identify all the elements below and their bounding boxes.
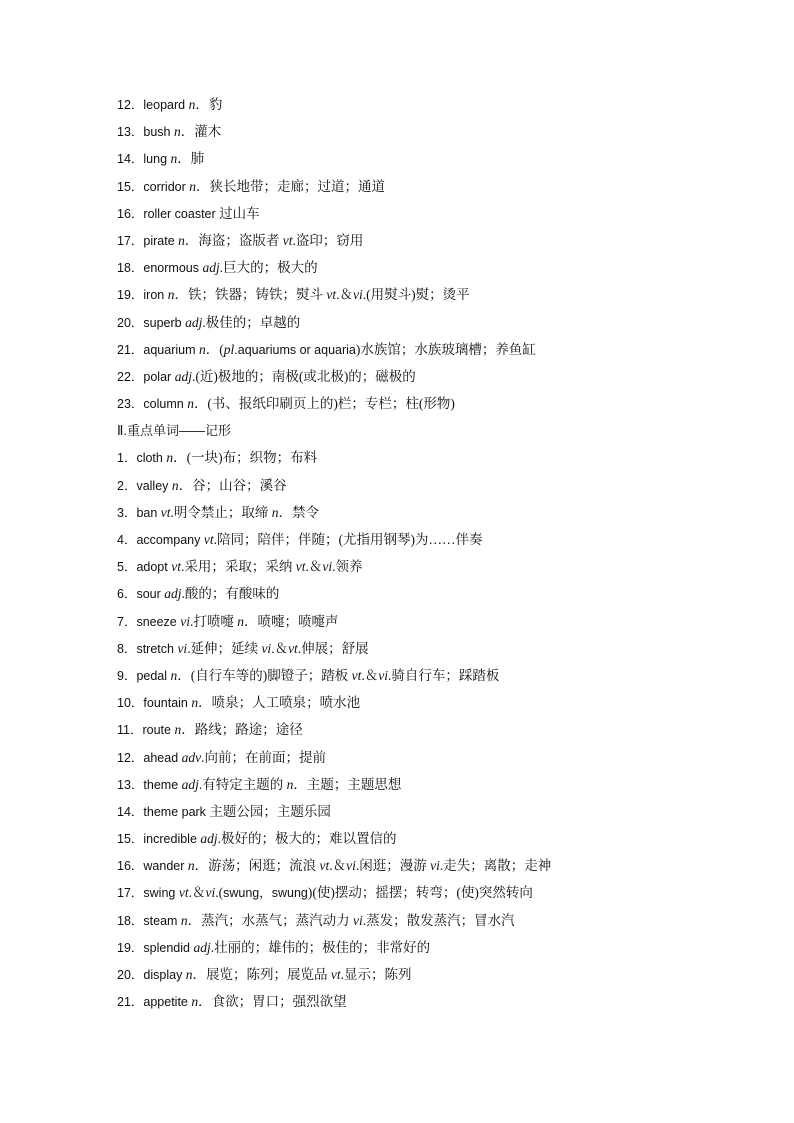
vocabulary-entry xyxy=(117,964,757,991)
definition-text: .伸展；舒展 xyxy=(297,640,369,656)
definition-text: .蒸发；散发蒸汽；冒水汽 xyxy=(362,912,515,928)
vocabulary-entry xyxy=(117,665,757,692)
headword: 16．wander xyxy=(117,859,188,874)
part-of-speech: n xyxy=(191,695,199,711)
headword: 19．iron xyxy=(117,288,168,303)
definition-text: .＆ xyxy=(271,640,289,656)
definition-text: .采用；采取；采纳 xyxy=(180,559,296,575)
part-of-speech: vi xyxy=(205,885,216,901)
headword: 20．superb xyxy=(117,315,186,330)
headword: 14．theme park xyxy=(117,804,210,819)
definition-text: ．游荡；闲逛；流浪 xyxy=(194,858,320,874)
vocabulary-entry xyxy=(117,638,757,665)
headword: 3．ban xyxy=(117,505,161,520)
part-of-speech: vt xyxy=(319,858,330,874)
headword: 10．fountain xyxy=(117,696,192,711)
part-of-speech: vt xyxy=(178,885,189,901)
vocabulary-entry xyxy=(117,203,757,230)
headword: 21．aquarium xyxy=(117,342,199,357)
definition-text: ．(书、报纸印刷页上的)栏；专栏；柱(形物) xyxy=(193,396,455,412)
part-of-speech: n xyxy=(189,178,196,194)
headword: 12．leopard xyxy=(117,98,189,112)
vocabulary-entry xyxy=(117,611,757,638)
definition-text: .陪同；陪伴；伴随；(尤指用钢琴)为……伴奏 xyxy=(213,532,483,547)
part-of-speech: n xyxy=(174,722,182,738)
definition-text: .走失；离散；走神 xyxy=(439,858,552,874)
part-of-speech: vi xyxy=(261,640,272,656)
vocabulary-entry xyxy=(117,148,757,175)
part-of-speech: vt xyxy=(351,667,362,683)
part-of-speech: adj xyxy=(202,260,220,276)
headword: 4．accompany xyxy=(117,533,204,547)
part-of-speech: adj xyxy=(200,831,218,847)
definition-text: 过山车 xyxy=(219,205,260,221)
part-of-speech: n xyxy=(237,613,244,629)
vocabulary-entry xyxy=(117,855,757,882)
definition-text: ．肺 xyxy=(177,151,205,167)
definition-text: ．海盗；盗版者 xyxy=(184,232,283,248)
vocabulary-entry xyxy=(117,312,757,339)
part-of-speech: vi xyxy=(322,559,333,575)
definition-text: .有特定主题的 xyxy=(198,776,287,792)
definition-text: ．展览；陈列；展览品 xyxy=(192,967,331,982)
part-of-speech: n xyxy=(173,124,181,140)
part-of-speech: adj xyxy=(185,314,203,330)
vocabulary-entry xyxy=(117,910,757,937)
part-of-speech: vi xyxy=(177,640,188,656)
part-of-speech: pl xyxy=(223,341,235,357)
headword: 12．ahead xyxy=(117,750,182,765)
vocabulary-entry xyxy=(117,230,757,257)
definition-text: .＆ xyxy=(336,287,353,303)
vocabulary-entry xyxy=(117,556,757,583)
headword: 8．stretch xyxy=(117,641,178,656)
definition-text: ．(自行车等的)脚镫子；踏板 xyxy=(177,667,352,683)
definition-text: .延伸；延续 xyxy=(187,640,262,656)
vocabulary-entry xyxy=(117,937,757,964)
definition-text: ．蒸汽；水蒸气；蒸汽动力 xyxy=(187,912,354,928)
part-of-speech: n xyxy=(271,504,279,520)
part-of-speech: adj xyxy=(193,939,211,955)
headword: 1．cloth xyxy=(117,451,167,466)
definition-text: .向前；在前面；提前 xyxy=(201,749,327,765)
definition-text: .显示；陈列 xyxy=(340,967,412,982)
part-of-speech: vi xyxy=(352,287,363,303)
vocabulary-entry xyxy=(117,529,757,556)
part-of-speech: vt xyxy=(171,559,181,575)
part-of-speech: n xyxy=(191,994,199,1010)
heading-text: Ⅱ.重点单词——记形 xyxy=(117,423,232,439)
vocabulary-entry xyxy=(117,828,757,855)
definition-text: .＆ xyxy=(361,667,379,683)
part-of-speech: adj xyxy=(181,776,199,792)
definition-text: ．主题；主题思想 xyxy=(293,776,402,792)
headword: 15．corridor xyxy=(117,179,190,194)
headword: 13．bush xyxy=(117,125,174,140)
definition-text: .领养 xyxy=(332,559,363,575)
definition-text: .酸的；有酸味的 xyxy=(181,586,280,602)
headword: 7．sneeze xyxy=(117,614,181,629)
definition-text: .闲逛；漫游 xyxy=(355,858,431,874)
headword: .aquariums or aquaria xyxy=(234,342,356,357)
definition-text: ．狭长地带；走廊；过道；通道 xyxy=(196,178,385,194)
definition-text: ．禁令 xyxy=(278,504,320,520)
headword: 2．valley xyxy=(117,478,172,493)
part-of-speech: adj xyxy=(164,586,182,602)
vocabulary-entry xyxy=(117,801,757,828)
part-of-speech: vi xyxy=(346,858,356,874)
part-of-speech: adj xyxy=(174,368,192,384)
headword: 13．theme xyxy=(117,777,182,792)
headword: 21．appetite xyxy=(117,995,192,1010)
part-of-speech: vt xyxy=(295,559,306,575)
definition-text: )水族馆；水族玻璃槽；养鱼缸 xyxy=(355,341,536,357)
headword: 20．display xyxy=(117,968,186,982)
vocabulary-entry xyxy=(117,393,757,420)
part-of-speech: vt xyxy=(330,967,341,982)
definition-text: .( xyxy=(215,885,224,901)
vocabulary-entry xyxy=(117,882,757,909)
definition-text: ．豹 xyxy=(195,97,223,112)
headword: 18．steam xyxy=(117,913,181,928)
part-of-speech: n xyxy=(166,450,174,466)
definition-text: ．喷泉；人工喷泉；喷水池 xyxy=(198,695,361,711)
vocabulary-entry xyxy=(117,284,757,311)
vocabulary-entry xyxy=(117,366,757,393)
vocabulary-entry xyxy=(117,747,757,774)
part-of-speech: vt xyxy=(203,532,214,547)
definition-text: .(近)极地的；南极(或北极)的；磁极的 xyxy=(191,368,416,384)
definition-text: ．谷；山谷；溪谷 xyxy=(178,477,287,493)
definition-text: .明令禁止；取缔 xyxy=(170,504,272,520)
definition-text: ．铁；铁器；铸铁；熨斗 xyxy=(174,287,327,303)
part-of-speech: vi xyxy=(430,858,440,874)
vocabulary-entry xyxy=(117,719,757,746)
vocabulary-entry xyxy=(117,692,757,719)
section-heading xyxy=(117,420,757,447)
definition-text: )(使)摆动；摇摆；转弯；(使)突然转向 xyxy=(307,885,533,901)
definition-text: .极佳的；卓越的 xyxy=(202,314,301,330)
definition-text: ．喷嚏；喷嚏声 xyxy=(243,613,339,629)
headword: 17．swing xyxy=(117,886,179,901)
part-of-speech: n xyxy=(170,667,178,683)
part-of-speech: n xyxy=(178,232,185,248)
part-of-speech: vt xyxy=(326,287,337,303)
vocabulary-entry xyxy=(117,176,757,203)
part-of-speech: n xyxy=(170,151,178,167)
headword: 17．pirate xyxy=(117,233,179,248)
part-of-speech: vi xyxy=(378,667,389,683)
vocabulary-entry xyxy=(117,94,757,121)
vocabulary-entry xyxy=(117,447,757,474)
definition-text: .＆ xyxy=(329,858,347,874)
definition-text: .巨大的；极大的 xyxy=(219,260,318,276)
part-of-speech: n xyxy=(187,858,195,874)
part-of-speech: n xyxy=(171,477,179,493)
headword: swung，swung xyxy=(223,886,308,901)
part-of-speech: n xyxy=(188,97,196,112)
definition-text: .打喷嚏 xyxy=(189,613,238,629)
headword: 23．column xyxy=(117,397,188,412)
part-of-speech: adv xyxy=(181,749,202,765)
definition-text: 主题公园；主题乐园 xyxy=(209,803,331,819)
vocabulary-entry xyxy=(117,774,757,801)
vocabulary-entry xyxy=(117,583,757,610)
vocabulary-entry xyxy=(117,257,757,284)
headword: 22．polar xyxy=(117,369,175,384)
part-of-speech: n xyxy=(199,341,206,357)
part-of-speech: n xyxy=(187,396,194,412)
part-of-speech: vi xyxy=(180,613,190,629)
definition-text: ．( xyxy=(205,341,224,357)
part-of-speech: vt xyxy=(282,232,293,248)
part-of-speech: vt xyxy=(160,504,171,520)
definition-text: .壮丽的；雄伟的；极佳的；非常好的 xyxy=(210,939,431,955)
definition-text: .骑自行车；踩踏板 xyxy=(388,667,500,683)
definition-text: ．灌木 xyxy=(180,124,222,140)
part-of-speech: n xyxy=(167,287,175,303)
definition-text: ．食欲；胃口；强烈欲望 xyxy=(198,994,347,1010)
definition-text: ．(一块)布；织物；布料 xyxy=(173,450,318,466)
headword: 15．incredible xyxy=(117,832,201,847)
vocabulary-list xyxy=(117,94,757,1018)
part-of-speech: n xyxy=(180,912,188,928)
definition-text: .极好的；极大的；难以置信的 xyxy=(217,831,397,847)
vocabulary-entry xyxy=(117,991,757,1018)
part-of-speech: n xyxy=(185,967,193,982)
headword: 14．lung xyxy=(117,152,171,167)
headword: 11．route xyxy=(117,723,175,738)
vocabulary-entry xyxy=(117,502,757,529)
headword: 18．enormous xyxy=(117,261,203,276)
definition-text: ．路线；路途；途径 xyxy=(181,722,303,738)
part-of-speech: vt xyxy=(288,640,298,656)
definition-text: .(用熨斗)熨；烫平 xyxy=(362,287,470,303)
definition-text: .盗印；窃用 xyxy=(292,232,364,248)
headword: 9．pedal xyxy=(117,668,171,683)
headword: 5．adopt xyxy=(117,560,172,575)
headword: 19．splendid xyxy=(117,940,194,955)
headword: 6．sour xyxy=(117,587,165,602)
vocabulary-entry xyxy=(117,121,757,148)
part-of-speech: vi xyxy=(353,912,363,928)
definition-text: .＆ xyxy=(305,559,323,575)
definition-text: .＆ xyxy=(188,885,206,901)
headword: 16．roller coaster xyxy=(117,206,220,221)
vocabulary-entry xyxy=(117,475,757,502)
part-of-speech: n xyxy=(286,776,294,792)
vocabulary-entry xyxy=(117,339,757,366)
